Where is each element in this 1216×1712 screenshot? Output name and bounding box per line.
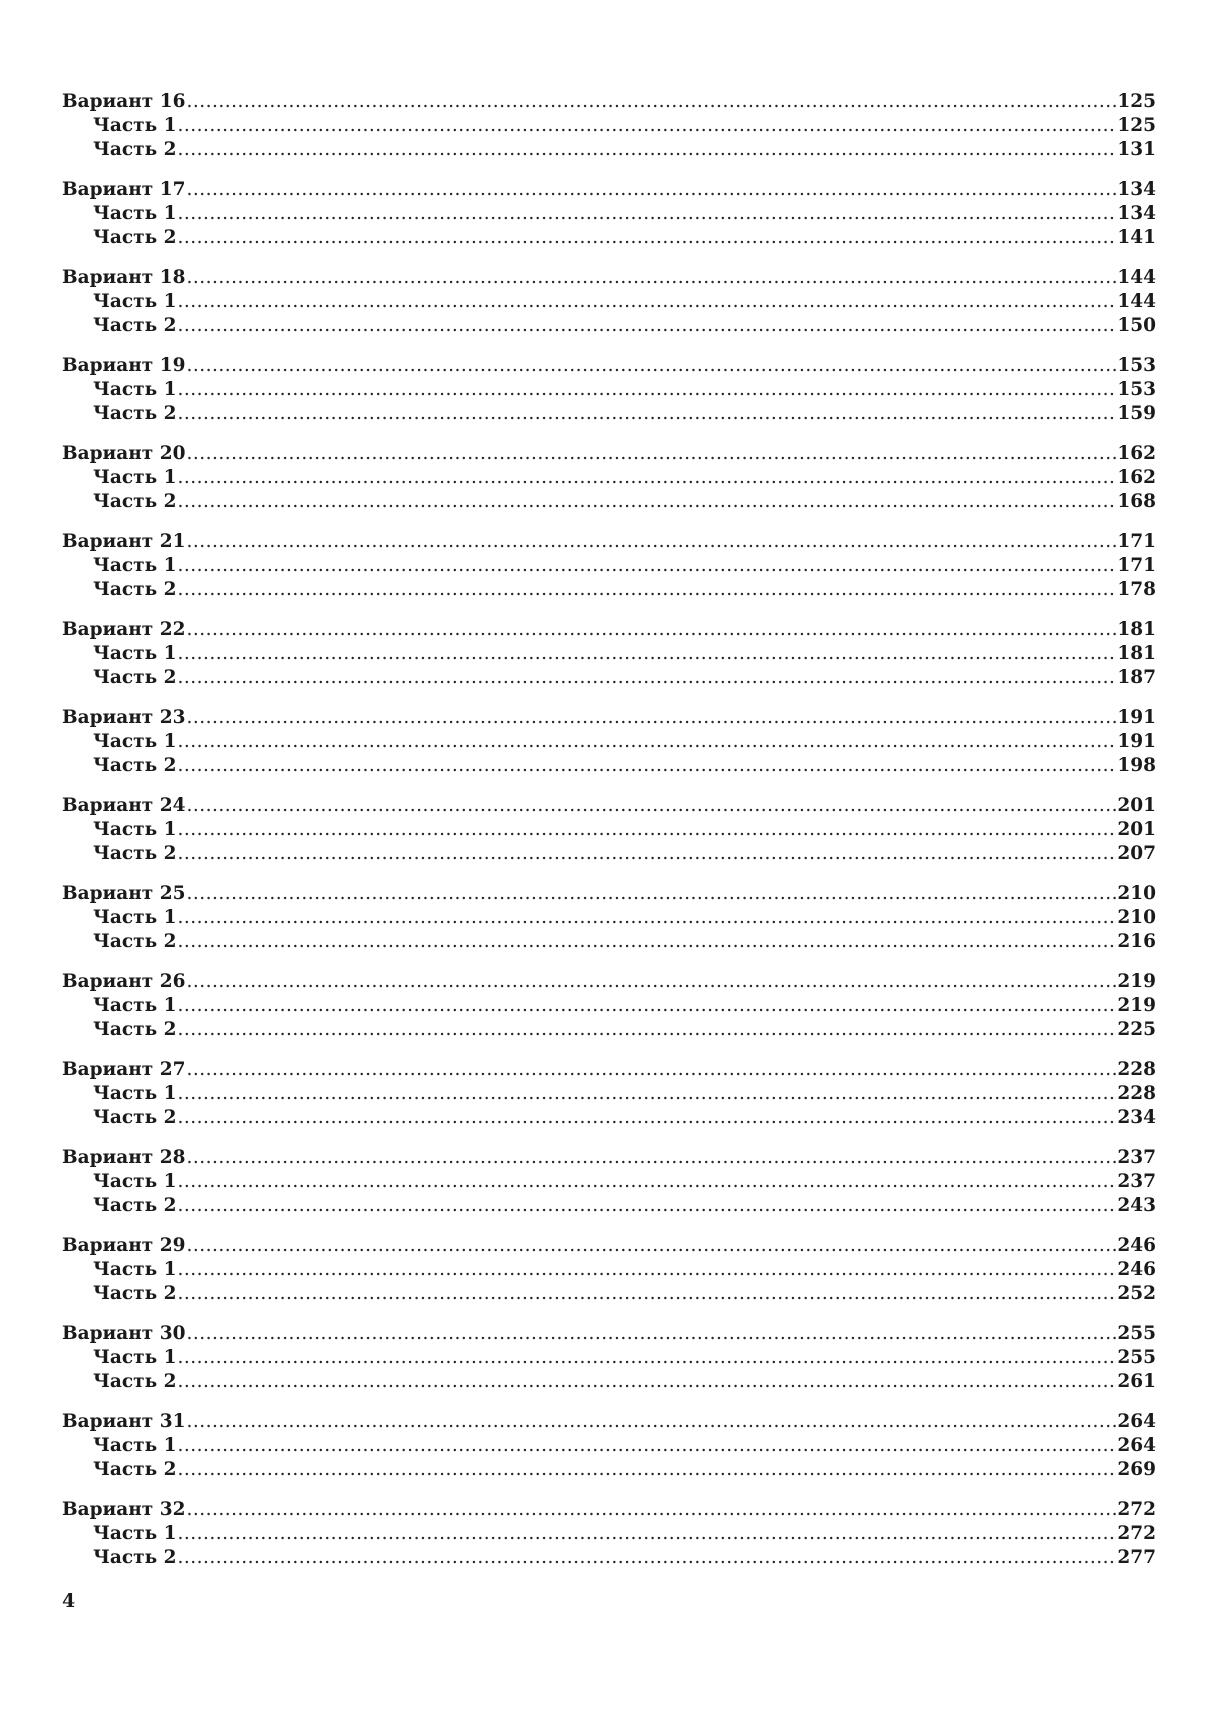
dot-leader — [177, 402, 1116, 426]
toc-variant-group — [62, 354, 1156, 426]
toc-part-entry[interactable] — [62, 1282, 1156, 1306]
toc-part-title: Часть 2 — [93, 139, 177, 160]
toc-part-entry[interactable] — [62, 906, 1156, 930]
toc-variant-entry[interactable] — [62, 1498, 1156, 1522]
toc-variant-page: 144 — [1117, 267, 1156, 288]
toc-part-title: Часть 1 — [93, 995, 177, 1016]
toc-part-page: 144 — [1117, 291, 1156, 312]
toc-variant-title: Вариант 29 — [62, 1235, 186, 1256]
toc-part-title: Часть 1 — [93, 1259, 177, 1280]
toc-part-title: Часть 1 — [93, 819, 177, 840]
toc-part-title: Часть 1 — [93, 1523, 177, 1544]
dot-leader — [186, 1058, 1116, 1082]
toc-part-page: 210 — [1117, 907, 1156, 928]
dot-leader — [177, 730, 1116, 754]
toc-part-title: Часть 2 — [93, 315, 177, 336]
toc-variant-group — [62, 706, 1156, 778]
toc-variant-group — [62, 970, 1156, 1042]
dot-leader — [186, 794, 1116, 818]
dot-leader — [177, 666, 1116, 690]
dot-leader — [177, 578, 1116, 602]
dot-leader — [186, 442, 1116, 466]
dot-leader — [177, 1258, 1116, 1282]
dot-leader — [177, 842, 1116, 866]
toc-part-page: 252 — [1117, 1283, 1156, 1304]
dot-leader — [186, 1146, 1116, 1170]
toc-part-entry[interactable] — [62, 1346, 1156, 1370]
toc-part-title: Часть 2 — [93, 1019, 177, 1040]
toc-variant-page: 264 — [1117, 1411, 1156, 1432]
toc-variant-entry[interactable] — [62, 178, 1156, 202]
dot-leader — [177, 818, 1116, 842]
dot-leader — [177, 1282, 1116, 1306]
dot-leader — [177, 754, 1116, 778]
dot-leader — [177, 466, 1116, 490]
toc-variant-title: Вариант 16 — [62, 91, 186, 112]
table-of-contents — [62, 90, 1156, 1586]
toc-part-entry[interactable] — [62, 1434, 1156, 1458]
toc-variant-page: 219 — [1117, 971, 1156, 992]
toc-variant-group — [62, 618, 1156, 690]
toc-part-page: 277 — [1117, 1547, 1156, 1568]
toc-variant-page: 237 — [1117, 1147, 1156, 1168]
toc-variant-title: Вариант 26 — [62, 971, 186, 992]
toc-part-page: 171 — [1117, 555, 1156, 576]
toc-variant-page: 191 — [1117, 707, 1156, 728]
toc-variant-page: 255 — [1117, 1323, 1156, 1344]
toc-part-page: 181 — [1117, 643, 1156, 664]
toc-variant-title: Вариант 17 — [62, 179, 186, 200]
dot-leader — [186, 882, 1116, 906]
toc-variant-entry[interactable] — [62, 1322, 1156, 1346]
toc-part-entry[interactable] — [62, 818, 1156, 842]
toc-variant-group — [62, 1058, 1156, 1130]
toc-variant-title: Вариант 22 — [62, 619, 186, 640]
dot-leader — [177, 1458, 1116, 1482]
toc-part-page: 162 — [1117, 467, 1156, 488]
toc-part-entry[interactable] — [62, 202, 1156, 226]
dot-leader — [177, 642, 1116, 666]
toc-part-entry[interactable] — [62, 994, 1156, 1018]
toc-variant-entry[interactable] — [62, 354, 1156, 378]
toc-part-entry[interactable] — [62, 1018, 1156, 1042]
toc-part-page: 269 — [1117, 1459, 1156, 1480]
toc-part-entry[interactable] — [62, 930, 1156, 954]
toc-part-page: 264 — [1117, 1435, 1156, 1456]
toc-variant-page: 153 — [1117, 355, 1156, 376]
toc-variant-entry[interactable] — [62, 1410, 1156, 1434]
toc-variant-entry[interactable] — [62, 1058, 1156, 1082]
toc-variant-entry[interactable] — [62, 794, 1156, 818]
dot-leader — [186, 618, 1116, 642]
toc-part-title: Часть 2 — [93, 1459, 177, 1480]
toc-part-title: Часть 2 — [93, 1547, 177, 1568]
toc-part-page: 228 — [1117, 1083, 1156, 1104]
toc-part-page: 219 — [1117, 995, 1156, 1016]
dot-leader — [186, 1410, 1116, 1434]
toc-part-title: Часть 1 — [93, 907, 177, 928]
toc-part-page: 207 — [1117, 843, 1156, 864]
dot-leader — [177, 138, 1116, 162]
toc-part-title: Часть 2 — [93, 1195, 177, 1216]
toc-variant-group — [62, 530, 1156, 602]
toc-variant-title: Вариант 19 — [62, 355, 186, 376]
toc-part-page: 150 — [1117, 315, 1156, 336]
toc-part-page: 261 — [1117, 1371, 1156, 1392]
toc-part-page: 198 — [1117, 755, 1156, 776]
toc-variant-page: 228 — [1117, 1059, 1156, 1080]
toc-part-page: 246 — [1117, 1259, 1156, 1280]
toc-part-title: Часть 2 — [93, 667, 177, 688]
toc-variant-page: 162 — [1117, 443, 1156, 464]
toc-part-title: Часть 1 — [93, 203, 177, 224]
toc-variant-title: Вариант 32 — [62, 1499, 186, 1520]
toc-part-entry[interactable] — [62, 290, 1156, 314]
toc-part-entry[interactable] — [62, 1194, 1156, 1218]
toc-variant-page: 181 — [1117, 619, 1156, 640]
toc-variant-entry[interactable] — [62, 882, 1156, 906]
toc-part-title: Часть 1 — [93, 291, 177, 312]
toc-part-title: Часть 1 — [93, 1435, 177, 1456]
toc-part-entry[interactable] — [62, 730, 1156, 754]
dot-leader — [177, 1082, 1116, 1106]
toc-part-entry[interactable] — [62, 466, 1156, 490]
dot-leader — [177, 202, 1116, 226]
toc-part-entry[interactable] — [62, 1370, 1156, 1394]
toc-variant-group — [62, 90, 1156, 162]
dot-leader — [186, 706, 1116, 730]
toc-variant-entry[interactable] — [62, 530, 1156, 554]
toc-part-page: 243 — [1117, 1195, 1156, 1216]
toc-part-entry[interactable] — [62, 1546, 1156, 1570]
toc-part-entry[interactable] — [62, 666, 1156, 690]
toc-variant-title: Вариант 31 — [62, 1411, 186, 1432]
toc-part-title: Часть 2 — [93, 1107, 177, 1128]
toc-part-title: Часть 2 — [93, 491, 177, 512]
toc-part-page: 216 — [1117, 931, 1156, 952]
toc-variant-entry[interactable] — [62, 706, 1156, 730]
toc-variant-title: Вариант 25 — [62, 883, 186, 904]
toc-variant-title: Вариант 28 — [62, 1147, 186, 1168]
toc-part-entry[interactable] — [62, 642, 1156, 666]
dot-leader — [177, 226, 1116, 250]
dot-leader — [186, 1322, 1116, 1346]
dot-leader — [177, 1106, 1116, 1130]
toc-variant-group — [62, 178, 1156, 250]
toc-part-page: 159 — [1117, 403, 1156, 424]
toc-part-title: Часть 1 — [93, 1171, 177, 1192]
page-number: 4 — [62, 1590, 76, 1612]
toc-part-title: Часть 2 — [93, 227, 177, 248]
toc-part-title: Часть 1 — [93, 731, 177, 752]
toc-part-title: Часть 1 — [93, 555, 177, 576]
dot-leader — [186, 266, 1116, 290]
toc-part-entry[interactable] — [62, 1170, 1156, 1194]
toc-variant-entry[interactable] — [62, 1234, 1156, 1258]
toc-part-page: 272 — [1117, 1523, 1156, 1544]
toc-variant-entry[interactable] — [62, 970, 1156, 994]
dot-leader — [177, 490, 1116, 514]
toc-variant-entry[interactable] — [62, 90, 1156, 114]
toc-part-title: Часть 1 — [93, 115, 177, 136]
toc-part-entry[interactable] — [62, 578, 1156, 602]
toc-part-entry[interactable] — [62, 114, 1156, 138]
toc-variant-title: Вариант 24 — [62, 795, 186, 816]
dot-leader — [177, 554, 1116, 578]
dot-leader — [177, 906, 1116, 930]
toc-part-title: Часть 1 — [93, 1347, 177, 1368]
toc-variant-page: 272 — [1117, 1499, 1156, 1520]
toc-variant-entry[interactable] — [62, 442, 1156, 466]
toc-variant-page: 134 — [1117, 179, 1156, 200]
dot-leader — [177, 1170, 1116, 1194]
toc-variant-page: 201 — [1117, 795, 1156, 816]
toc-variant-title: Вариант 27 — [62, 1059, 186, 1080]
toc-part-page: 191 — [1117, 731, 1156, 752]
dot-leader — [177, 1018, 1116, 1042]
toc-part-page: 153 — [1117, 379, 1156, 400]
toc-part-entry[interactable] — [62, 490, 1156, 514]
toc-part-entry[interactable] — [62, 1106, 1156, 1130]
dot-leader — [177, 1522, 1116, 1546]
toc-part-page: 141 — [1117, 227, 1156, 248]
toc-part-entry[interactable] — [62, 1082, 1156, 1106]
toc-variant-entry[interactable] — [62, 1146, 1156, 1170]
toc-variant-page: 246 — [1117, 1235, 1156, 1256]
dot-leader — [186, 970, 1116, 994]
toc-variant-group — [62, 1498, 1156, 1570]
dot-leader — [177, 1194, 1116, 1218]
toc-part-page: 201 — [1117, 819, 1156, 840]
toc-part-page: 168 — [1117, 491, 1156, 512]
toc-part-entry[interactable] — [62, 226, 1156, 250]
dot-leader — [177, 1546, 1116, 1570]
toc-variant-entry[interactable] — [62, 618, 1156, 642]
dot-leader — [186, 178, 1116, 202]
toc-part-title: Часть 2 — [93, 931, 177, 952]
toc-part-title: Часть 1 — [93, 1083, 177, 1104]
dot-leader — [177, 290, 1116, 314]
toc-part-entry[interactable] — [62, 1522, 1156, 1546]
toc-part-page: 131 — [1117, 139, 1156, 160]
toc-variant-group — [62, 1322, 1156, 1394]
toc-part-page: 125 — [1117, 115, 1156, 136]
toc-variant-title: Вариант 23 — [62, 707, 186, 728]
toc-part-title: Часть 2 — [93, 579, 177, 600]
toc-part-title: Часть 1 — [93, 379, 177, 400]
dot-leader — [186, 1498, 1116, 1522]
toc-variant-group — [62, 1410, 1156, 1482]
toc-variant-group — [62, 1234, 1156, 1306]
toc-part-title: Часть 2 — [93, 1283, 177, 1304]
dot-leader — [177, 930, 1116, 954]
toc-variant-group — [62, 442, 1156, 514]
toc-variant-entry[interactable] — [62, 266, 1156, 290]
dot-leader — [186, 90, 1116, 114]
toc-variant-page: 125 — [1117, 91, 1156, 112]
dot-leader — [177, 114, 1116, 138]
dot-leader — [177, 378, 1116, 402]
toc-variant-group — [62, 1146, 1156, 1218]
toc-variant-group — [62, 794, 1156, 866]
toc-part-title: Часть 2 — [93, 1371, 177, 1392]
toc-part-title: Часть 2 — [93, 755, 177, 776]
toc-part-page: 234 — [1117, 1107, 1156, 1128]
toc-part-entry[interactable] — [62, 402, 1156, 426]
toc-variant-title: Вариант 20 — [62, 443, 186, 464]
toc-variant-group — [62, 266, 1156, 338]
toc-part-page: 178 — [1117, 579, 1156, 600]
toc-part-entry[interactable] — [62, 554, 1156, 578]
toc-variant-page: 210 — [1117, 883, 1156, 904]
toc-part-entry[interactable] — [62, 1458, 1156, 1482]
toc-part-title: Часть 1 — [93, 467, 177, 488]
toc-part-entry[interactable] — [62, 138, 1156, 162]
toc-part-page: 255 — [1117, 1347, 1156, 1368]
toc-part-entry[interactable] — [62, 842, 1156, 866]
dot-leader — [177, 314, 1116, 338]
dot-leader — [177, 1346, 1116, 1370]
dot-leader — [186, 1234, 1116, 1258]
toc-part-entry[interactable] — [62, 754, 1156, 778]
toc-part-title: Часть 2 — [93, 843, 177, 864]
toc-part-page: 237 — [1117, 1171, 1156, 1192]
toc-part-entry[interactable] — [62, 1258, 1156, 1282]
toc-part-page: 225 — [1117, 1019, 1156, 1040]
dot-leader — [177, 1370, 1116, 1394]
toc-part-title: Часть 2 — [93, 403, 177, 424]
toc-variant-title: Вариант 30 — [62, 1323, 186, 1344]
toc-part-entry[interactable] — [62, 378, 1156, 402]
dot-leader — [177, 1434, 1116, 1458]
toc-part-title: Часть 1 — [93, 643, 177, 664]
toc-part-page: 134 — [1117, 203, 1156, 224]
toc-variant-group — [62, 882, 1156, 954]
toc-part-page: 187 — [1117, 667, 1156, 688]
dot-leader — [177, 994, 1116, 1018]
toc-variant-page: 171 — [1117, 531, 1156, 552]
toc-part-entry[interactable] — [62, 314, 1156, 338]
toc-variant-title: Вариант 21 — [62, 531, 186, 552]
dot-leader — [186, 530, 1116, 554]
toc-variant-title: Вариант 18 — [62, 267, 186, 288]
dot-leader — [186, 354, 1116, 378]
